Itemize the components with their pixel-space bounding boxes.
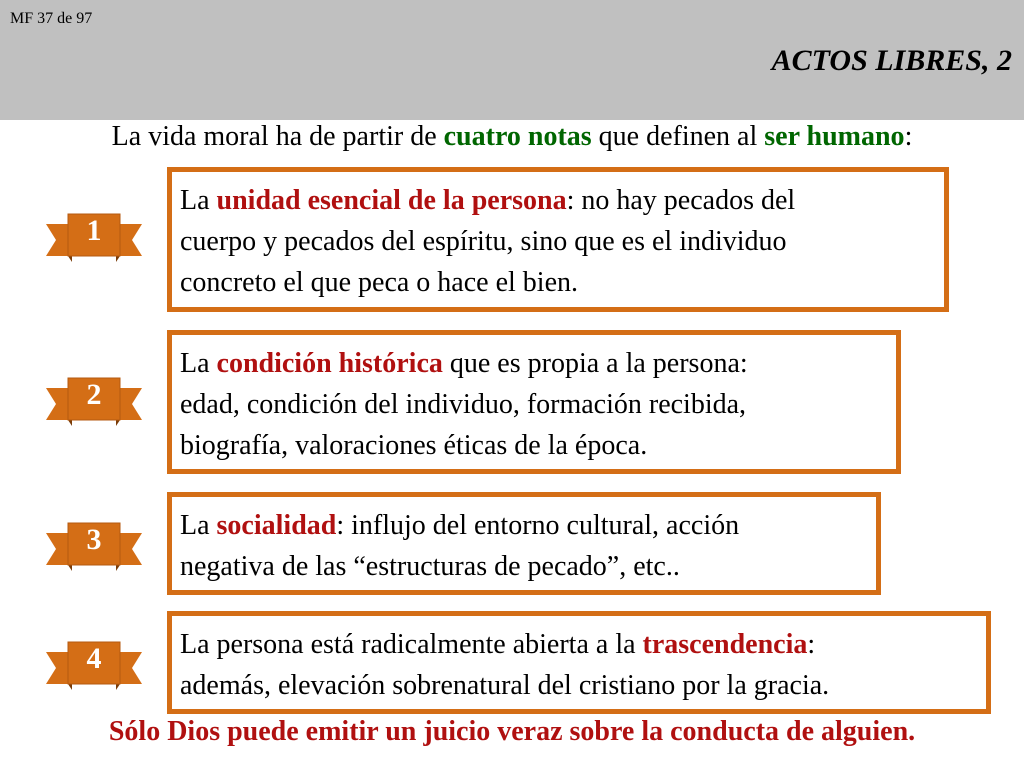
- number-badge-1: [46, 210, 142, 266]
- note-highlight: socialidad: [216, 510, 337, 541]
- note-text: : influjo del entorno cultural, acción: [336, 510, 740, 541]
- note-line: negativa de las “estructuras de pecado”, etc..: [180, 551, 680, 582]
- note-box-1: [167, 167, 949, 312]
- note-text: La: [180, 185, 217, 216]
- intro-highlight-2: ser humano: [764, 121, 905, 152]
- slide-counter: MF 37 de 97: [10, 10, 93, 27]
- badge-number: 2: [86, 378, 102, 411]
- note-line: edad, condición del individuo, formación recibida,: [180, 389, 747, 420]
- header-band: [0, 0, 1024, 120]
- note-box-2: [167, 330, 901, 474]
- intro-text-1: La vida moral ha de partir de: [111, 121, 444, 152]
- slide-title: ACTOS LIBRES, 2: [771, 44, 1012, 77]
- note-line: concreto el que peca o hace el bien.: [180, 267, 579, 298]
- note-text: La: [180, 348, 217, 379]
- badge-number: 3: [86, 523, 102, 556]
- intro-text-3: :: [904, 121, 913, 152]
- number-badge-2: [46, 374, 142, 430]
- intro-highlight-1: cuatro notas: [443, 121, 592, 152]
- intro-sentence: [0, 121, 1024, 153]
- conclusion-text: Sólo Dios puede emitir un juicio veraz sobre la conducta de alguien.: [108, 716, 916, 747]
- note-line: [180, 624, 978, 665]
- note-line: [180, 505, 868, 546]
- intro-text-2: que definen al: [591, 121, 765, 152]
- note-text: : no hay pecados del: [566, 185, 796, 216]
- note-line: biografía, valoraciones éticas de la época.: [180, 430, 648, 461]
- note-box-3: [167, 492, 881, 595]
- badge-number: 4: [86, 642, 102, 675]
- note-highlight: condición histórica: [216, 348, 443, 379]
- note-text: que es propia a la persona:: [442, 348, 748, 379]
- number-badge-4: [46, 638, 142, 694]
- note-text: La persona está radicalmente abierta a la: [180, 629, 643, 660]
- note-highlight: unidad esencial de la persona: [216, 185, 567, 216]
- note-line: cuerpo y pecados del espíritu, sino que es el individuo: [180, 226, 787, 257]
- badge-number: 1: [86, 214, 102, 247]
- note-line: además, elevación sobrenatural del cristiano por la gracia.: [180, 670, 830, 701]
- note-highlight: trascendencia: [642, 629, 808, 660]
- note-line: [180, 343, 888, 384]
- number-badge-3: [46, 519, 142, 575]
- note-text: La: [180, 510, 217, 541]
- note-box-4: [167, 611, 991, 714]
- note-line: [180, 180, 936, 221]
- note-text: :: [807, 629, 816, 660]
